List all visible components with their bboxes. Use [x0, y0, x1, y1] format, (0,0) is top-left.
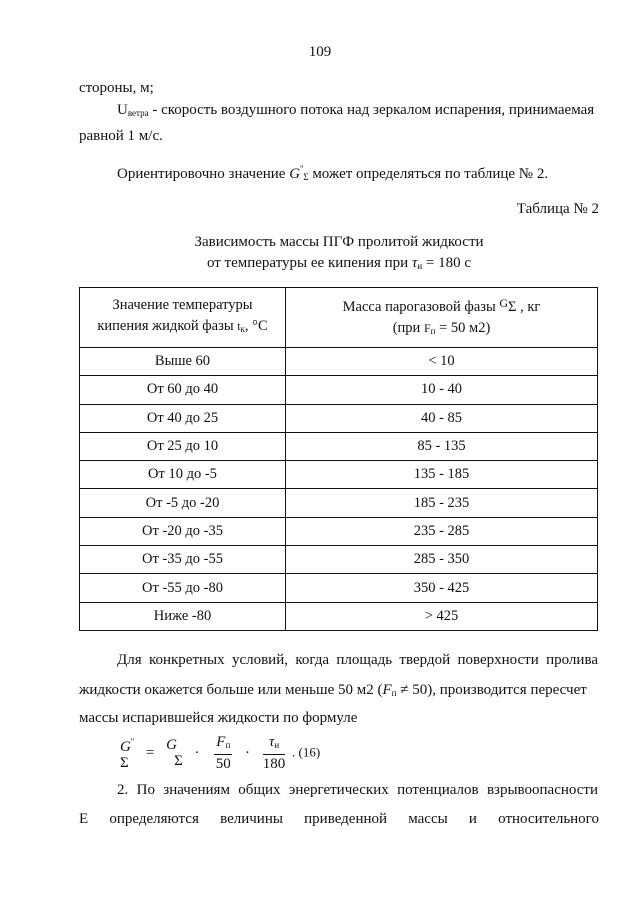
header-mass-unit: , кг [516, 299, 541, 315]
cell-mass: 185 - 235 [286, 489, 598, 517]
cell-temperature: От -35 до -55 [80, 546, 286, 574]
g-sigma-symbol: G [499, 296, 509, 310]
cell-temperature: От 10 до -5 [80, 461, 286, 489]
after-line-3: массы испарившейся жидкости по формуле [79, 710, 358, 726]
frac2-num-sub: и [274, 739, 280, 750]
formula-dot-1: · [194, 744, 200, 761]
formula-lhs-sub: Σ [120, 755, 129, 772]
after-line-2-mid: ≠ 50 [396, 682, 428, 698]
header-mass-line-2-post: = 50 м2) [435, 320, 491, 336]
caption-line-2-post: = 180 с [422, 255, 472, 271]
g-sigma-sub: Σ [508, 299, 517, 315]
boiling-temp-table [79, 287, 598, 631]
formula-lhs-symbol: G [120, 739, 131, 756]
caption-line-2 [79, 253, 599, 276]
formula-lhs-sup: '' [130, 737, 135, 748]
cell-mass: 350 - 425 [286, 574, 598, 602]
frac1-den: 50 [215, 755, 231, 772]
frac1-num-sub: п [225, 739, 231, 750]
cell-mass: 40 - 85 [286, 404, 598, 432]
para2-word: относительного [498, 811, 599, 827]
para2-word: Е [79, 811, 89, 827]
g-sub: Σ [303, 172, 309, 182]
formula-rhs [166, 737, 183, 769]
cell-temperature: От -5 до -20 [80, 489, 286, 517]
table-row [80, 602, 598, 630]
header-temperature [80, 288, 286, 348]
table-row [80, 489, 598, 517]
f-symbol-inline: F [382, 682, 392, 698]
cell-mass: 135 - 185 [286, 461, 598, 489]
page-number: 109 [308, 44, 332, 60]
cell-temperature: От 25 до 10 [80, 432, 286, 460]
after-line-2-pre: жидкости окажется больше или меньше 50 м2 ( [79, 682, 383, 698]
table-label: Таблица № 2 [516, 201, 599, 217]
formula-number: . (16) [292, 744, 321, 760]
formula-rhs-sub: Σ [174, 752, 183, 769]
para2-line-2 [79, 809, 599, 829]
formula-equals: = [145, 744, 155, 761]
caption-line-2-pre: от температуры ее кипения при [206, 255, 412, 271]
after-line-1: Для конкретных условий, когда площадь твердой поверхности пролива [117, 652, 598, 668]
g-symbol: G [289, 166, 301, 182]
cell-temperature: От -55 до -80 [80, 574, 286, 602]
cell-mass: 285 - 350 [286, 546, 598, 574]
header-temp-line-2: кипения жидкой фазы [97, 318, 238, 334]
cell-temperature: От 40 до 25 [80, 404, 286, 432]
caption-line-1: Зависимость массы ПГФ пролитой жидкости [194, 234, 484, 250]
intro-line-1: стороны, м; [79, 80, 154, 96]
f-sub-inline: п [391, 688, 397, 698]
formula-lhs [120, 734, 134, 771]
para2-word: и [468, 811, 477, 827]
cell-mass: 85 - 135 [286, 432, 598, 460]
para2-line-1: 2. По значениям общих энергетических потенциалов взрывоопасности [117, 782, 598, 798]
formula-dot-2: · [245, 744, 251, 761]
table-row [80, 461, 598, 489]
t-sub: к [240, 324, 245, 334]
cell-mass: 10 - 40 [286, 376, 598, 404]
after-line-2 [79, 680, 599, 703]
intro-line-3: равной 1 м/с. [79, 128, 163, 144]
header-temp-unit: , °C [244, 318, 268, 334]
cell-temperature: От 60 до 40 [80, 376, 286, 404]
para2-word: определяются [109, 811, 199, 827]
u-symbol: U [117, 102, 128, 118]
f-sub: п [430, 326, 436, 336]
para2-word: массы [408, 811, 448, 827]
para2-word: приведенной [304, 811, 388, 827]
table-row [80, 348, 598, 376]
after-line-2-post: ), производится пересчет [427, 682, 587, 698]
tau-symbol: τ [411, 255, 418, 271]
frac2-den: 180 [262, 755, 286, 772]
formula-16 [120, 730, 320, 774]
formula-fraction-time [263, 733, 286, 773]
t-symbol: t [237, 319, 241, 333]
intro-line-4-pre: Ориентировочно значение [117, 166, 290, 182]
cell-temperature: Ниже -80 [80, 602, 286, 630]
tau-sub: и [417, 261, 423, 271]
table-row [80, 404, 598, 432]
table-row [80, 546, 598, 574]
cell-mass: 235 - 285 [286, 517, 598, 545]
cell-mass: < 10 [286, 348, 598, 376]
formula-fraction-area [214, 733, 232, 773]
cell-mass: > 425 [286, 602, 598, 630]
intro-line-4-post: может определяться по таблице № 2. [308, 166, 549, 182]
table-row [80, 517, 598, 545]
table-row [80, 376, 598, 404]
para2-word: величины [220, 811, 283, 827]
cell-temperature: От -20 до -35 [80, 517, 286, 545]
header-mass-line-1: Масса парогазовой фазы [342, 299, 500, 315]
cell-temperature: Выше 60 [80, 348, 286, 376]
frac1-num-symbol: F [216, 733, 226, 750]
intro-line-2 [117, 100, 598, 123]
header-temp-line-1: Значение температуры [112, 297, 253, 313]
table-row [80, 574, 598, 602]
frac2-num-symbol: τ [268, 733, 275, 750]
u-subscript: ветра [127, 108, 149, 118]
header-mass [286, 288, 598, 348]
f-symbol: F [423, 321, 431, 335]
header-mass-line-2-pre: (при [392, 320, 424, 336]
formula-rhs-symbol: G [166, 736, 177, 753]
table-header-row [80, 288, 598, 348]
intro-line-2-text: - скорость воздушного потока над зеркалом испарения, принимаемая [148, 102, 595, 118]
table-row [80, 432, 598, 460]
intro-line-4 [117, 159, 598, 187]
g-sup: '' [300, 164, 304, 174]
